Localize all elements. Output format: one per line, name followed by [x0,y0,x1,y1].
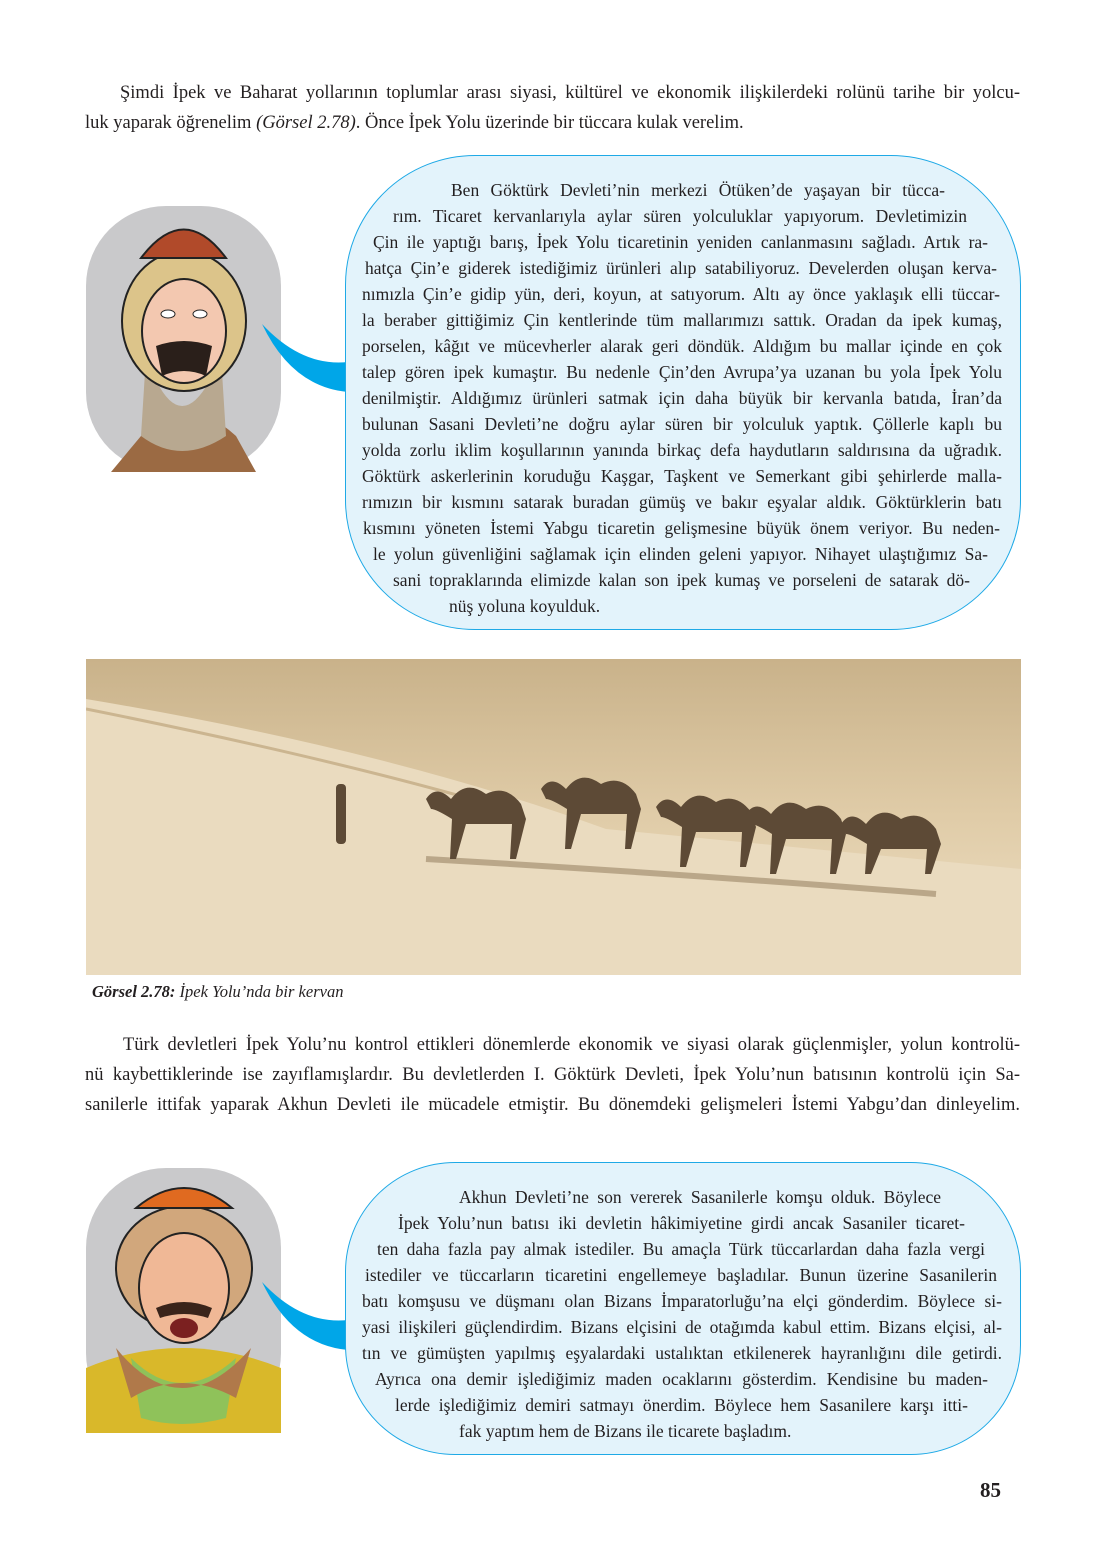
merchant-portrait [86,206,281,472]
text-line: tın ve gümüşten yapılmış eşyalardaki ustalıktan etkilenerek hayranlığını dile getirdi. [362,1343,1002,1363]
text-line: le yolun güvenliğini sağlamak için elinden geleni yapıyor. Nihayet ulaştığımız Sa- [373,544,988,564]
text-line: denilmiştir. Aldığımız ürünleri satmak için daha büyük bir kervanla batıda, İran’da [362,388,1002,408]
text-line: sanilerle ittifak yaparak Akhun Devleti ile mücadele etmiştir. Bu dönemdeki gelişmeleri İstemi Yabgu’dan dinleyelim. [85,1095,1020,1115]
text-line: talep gören ipek kumaştır. Bu nedenle Çin’den Avrupa’ya uzanan bu yola İpek Yolu [362,362,1002,382]
text-line: la beraber gittiğimiz Çin kentlerinde tüm mallarımızı sattık. Oradan da ipek kumaş, [362,310,1002,330]
text-span: luk yaparak öğrenelim [85,113,252,133]
text-line: Göktürk askerlerinin koruduğu Kaşgar, Taşkent ve Semerkant gibi şehirlerde malla- [362,466,1002,486]
text-line: Türk devletleri İpek Yolu’nu kontrol ettikleri dönemlerde ekonomik ve siyasi olarak güçlenmişler, yolun kontrolü- [123,1035,1020,1055]
text-line: porselen, kâğıt ve mücevherler alarak geri döndük. Aldığım bu mallar içinde en çok [362,336,1002,356]
text-line [85,108,744,138]
istemi-yabgu-portrait [86,1168,281,1433]
text-line: ten daha fazla pay almak istediler. Bu amaçla Türk tüccarlardan daha fazla vergi [377,1239,985,1259]
text-line: rım. Ticaret kervanlarıyla aylar süren yolculuklar yapıyorum. Devletimizin [393,206,967,226]
text-line: lerde işlediğimiz demiri satmayı önerdim. Böylece hem Sasanilere karşı itti- [395,1395,968,1415]
text-line: nüş yoluna koyulduk. [449,596,601,616]
caption-label: Görsel 2.78: [92,982,176,1001]
text-span: . Önce İpek Yolu üzerinde bir tüccara kulak verelim. [355,113,744,133]
figure-reference: (Görsel 2.78) [256,113,356,133]
text-line: Akhun Devleti’ne son vererek Sasanilerle komşu olduk. Böylece [459,1187,941,1207]
text-line: nımızla Çin’e gidip yün, deri, koyun, at satıyorum. Altı ay önce yaklaşık elli tüccar- [362,284,1000,304]
text-line: bulunan Sasani Devleti’ne doğru aylar süren bir yolculuk yaptık. Çöllerle kaplı bu [362,414,1002,434]
caption-text: İpek Yolu’nda bir kervan [175,982,344,1001]
text-line: fak yaptım hem de Bizans ile ticarete başladım. [459,1421,792,1441]
text-line: rımızın bir kısmını satarak buradan gümüş ve bakır eşyalar aldık. Göktürklerin batı [362,492,1002,512]
text-line: Çin ile yaptığı barış, İpek Yolu ticaretinin yeniden canlanmasını sağladı. Artık ra- [373,232,988,252]
text-line: istediler ve tüccarların ticaretini engellemeye başladılar. Bunun üzerine Sasanilerin [365,1265,997,1285]
text-line: yolda zorlu iklim koşullarının yanında birkaç defa haydutların saldırısına da uğradık. [362,440,1002,460]
text-line: hatça Çin’e giderek istediğimiz ürünleri alıp satabiliyoruz. Develerden oluşan kerva- [365,258,997,278]
text-line: kısmını yöneten İstemi Yabgu ticaretin gelişmesine büyük önem veriyor. Bu neden- [363,518,1000,538]
text-line: nü kaybettiklerinde ise zayıflamışlardır. Bu devletlerden I. Göktürk Devleti, İpek Yolu’nun batısının kontrolü için Sa- [85,1065,1020,1085]
text-line: Ayrıca ona demir işlediğimiz maden ocaklarını gösterdim. Kendisine bu maden- [375,1369,988,1389]
text-line: Ben Göktürk Devleti’nin merkezi Ötüken’de yaşayan bir tücca- [451,180,945,200]
speech-bubble-tail [262,322,352,397]
text-line: sani topraklarında elimizde kalan son ipek kumaş ve porseleni de satarak dö- [393,570,970,590]
page-number: 85 [980,1478,1001,1502]
text-line: İpek Yolu’nun batısı iki devletin hâkimiyetine girdi ancak Sasaniler ticaret- [398,1213,965,1233]
figure-caption [92,982,343,1002]
text-line: yasi ilişkileri güçlendirdim. Bizans elçisini de otağımda kabul ettim. Bizans elçisi, al- [362,1317,1002,1337]
text-line: batı komşusu ve düşmanı olan Bizans İmparatorluğu’na elçi gönderdim. Böylece si- [362,1291,1002,1311]
text-line: Şimdi İpek ve Baharat yollarının toplumlar arası siyasi, kültürel ve ekonomik ilişkilerdeki rolünü tarihe bir yolcu- [120,83,1020,103]
caravan-photo [86,659,1021,975]
speech-bubble-tail [262,1280,352,1355]
